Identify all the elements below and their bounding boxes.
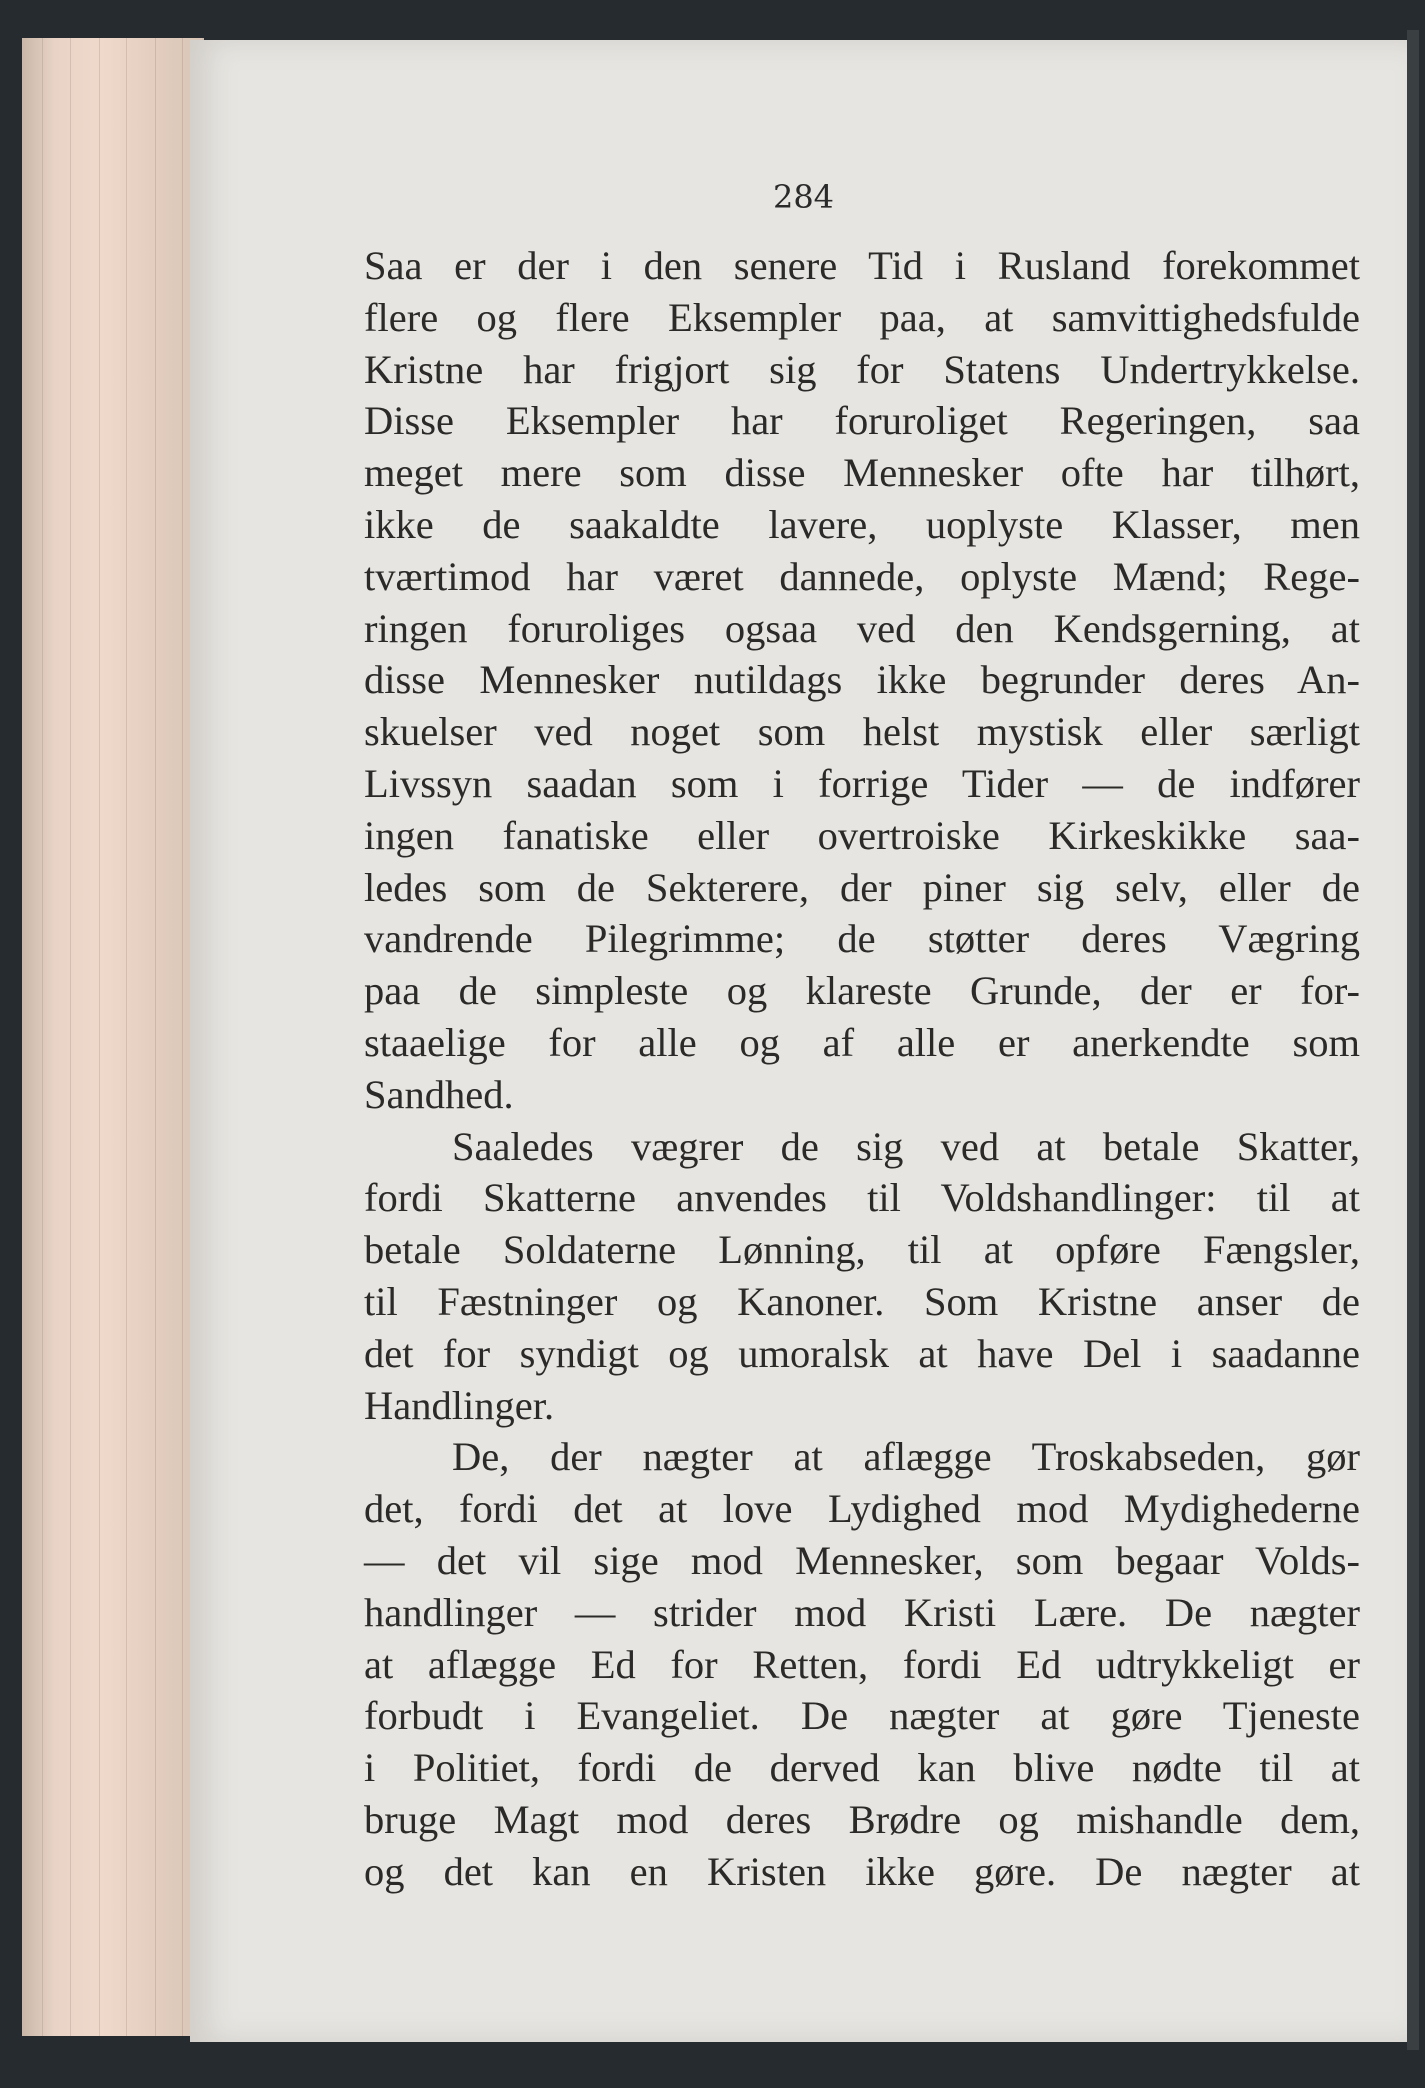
text-line: ikke de saakaldte lavere, uoplyste Klasser, men	[364, 501, 1360, 547]
text-line: disse Mennesker nutildags ikke begrunder deres An-	[364, 657, 1360, 703]
paragraph	[364, 1121, 1360, 1432]
page-body-text	[364, 240, 1360, 1898]
text-line: vandrende Pilegrimme; de støtter deres Vægring	[364, 916, 1360, 962]
text-line: Kristne har frigjort sig for Statens Undertrykkelse.	[364, 346, 1360, 392]
page-number: 284	[772, 178, 835, 216]
paragraph	[364, 240, 1360, 1121]
text-line: og det kan en Kristen ikke gøre. De nægter at	[364, 1848, 1360, 1894]
text-line: det for syndigt og umoralsk at have Del i saadanne	[364, 1330, 1360, 1376]
text-line: betale Soldaterne Lønning, til at opføre Fængsler,	[364, 1227, 1360, 1273]
text-line: Disse Eksempler har foruroliget Regeringen, saa	[364, 398, 1360, 444]
text-line: ingen fanatiske eller overtroiske Kirkeskikke saa-	[364, 812, 1360, 858]
text-line: — det vil sige mod Mennesker, som begaar Volds-	[364, 1537, 1360, 1583]
text-line: Handlinger.	[364, 1382, 555, 1428]
text-line: paa de simpleste og klareste Grunde, der er for-	[364, 968, 1360, 1014]
paragraph	[364, 1431, 1360, 1897]
text-line: Saa er der i den senere Tid i Rusland forekommet	[364, 243, 1360, 288]
text-line: ringen foruroliges ogsaa ved den Kendsgerning, at	[364, 605, 1360, 651]
text-line: Saaledes vægrer de sig ved at betale Skatter,	[452, 1123, 1360, 1169]
text-line: det, fordi det at love Lydighed mod Mydighederne	[364, 1486, 1360, 1532]
text-line: i Politiet, fordi de derved kan blive nødte til at	[364, 1745, 1360, 1791]
text-line: Livssyn saadan som i forrige Tider — de indfører	[364, 760, 1360, 806]
text-line: forbudt i Evangeliet. De nægter at gøre Tjeneste	[364, 1693, 1360, 1739]
text-line: fordi Skatterne anvendes til Voldshandlinger: til at	[364, 1175, 1360, 1221]
text-line: bruge Magt mod deres Brødre og mishandle dem,	[364, 1796, 1360, 1842]
text-line: De, der nægter at aflægge Troskabseden, gør	[452, 1434, 1360, 1480]
text-line: flere og flere Eksempler paa, at samvittighedsfulde	[364, 294, 1360, 340]
text-line: at aflægge Ed for Retten, fordi Ed udtrykkeligt er	[364, 1641, 1360, 1687]
text-line: meget mere som disse Mennesker ofte har tilhørt,	[364, 450, 1360, 496]
text-line: skuelser ved noget som helst mystisk eller særligt	[364, 709, 1360, 755]
text-line: handlinger — strider mod Kristi Lære. De nægter	[364, 1589, 1360, 1635]
text-line: Sandhed.	[364, 1071, 514, 1117]
text-line: til Fæstninger og Kanoner. Som Kristne anser de	[364, 1278, 1360, 1324]
book-page-edges	[22, 38, 204, 2036]
book-cover-edge	[1407, 30, 1419, 2050]
text-line: ledes som de Sekterere, der piner sig selv, eller de	[364, 864, 1360, 910]
text-line: tværtimod har været dannede, oplyste Mænd; Rege-	[364, 553, 1360, 599]
text-line: staaelige for alle og af alle er anerkendte som	[364, 1019, 1360, 1065]
